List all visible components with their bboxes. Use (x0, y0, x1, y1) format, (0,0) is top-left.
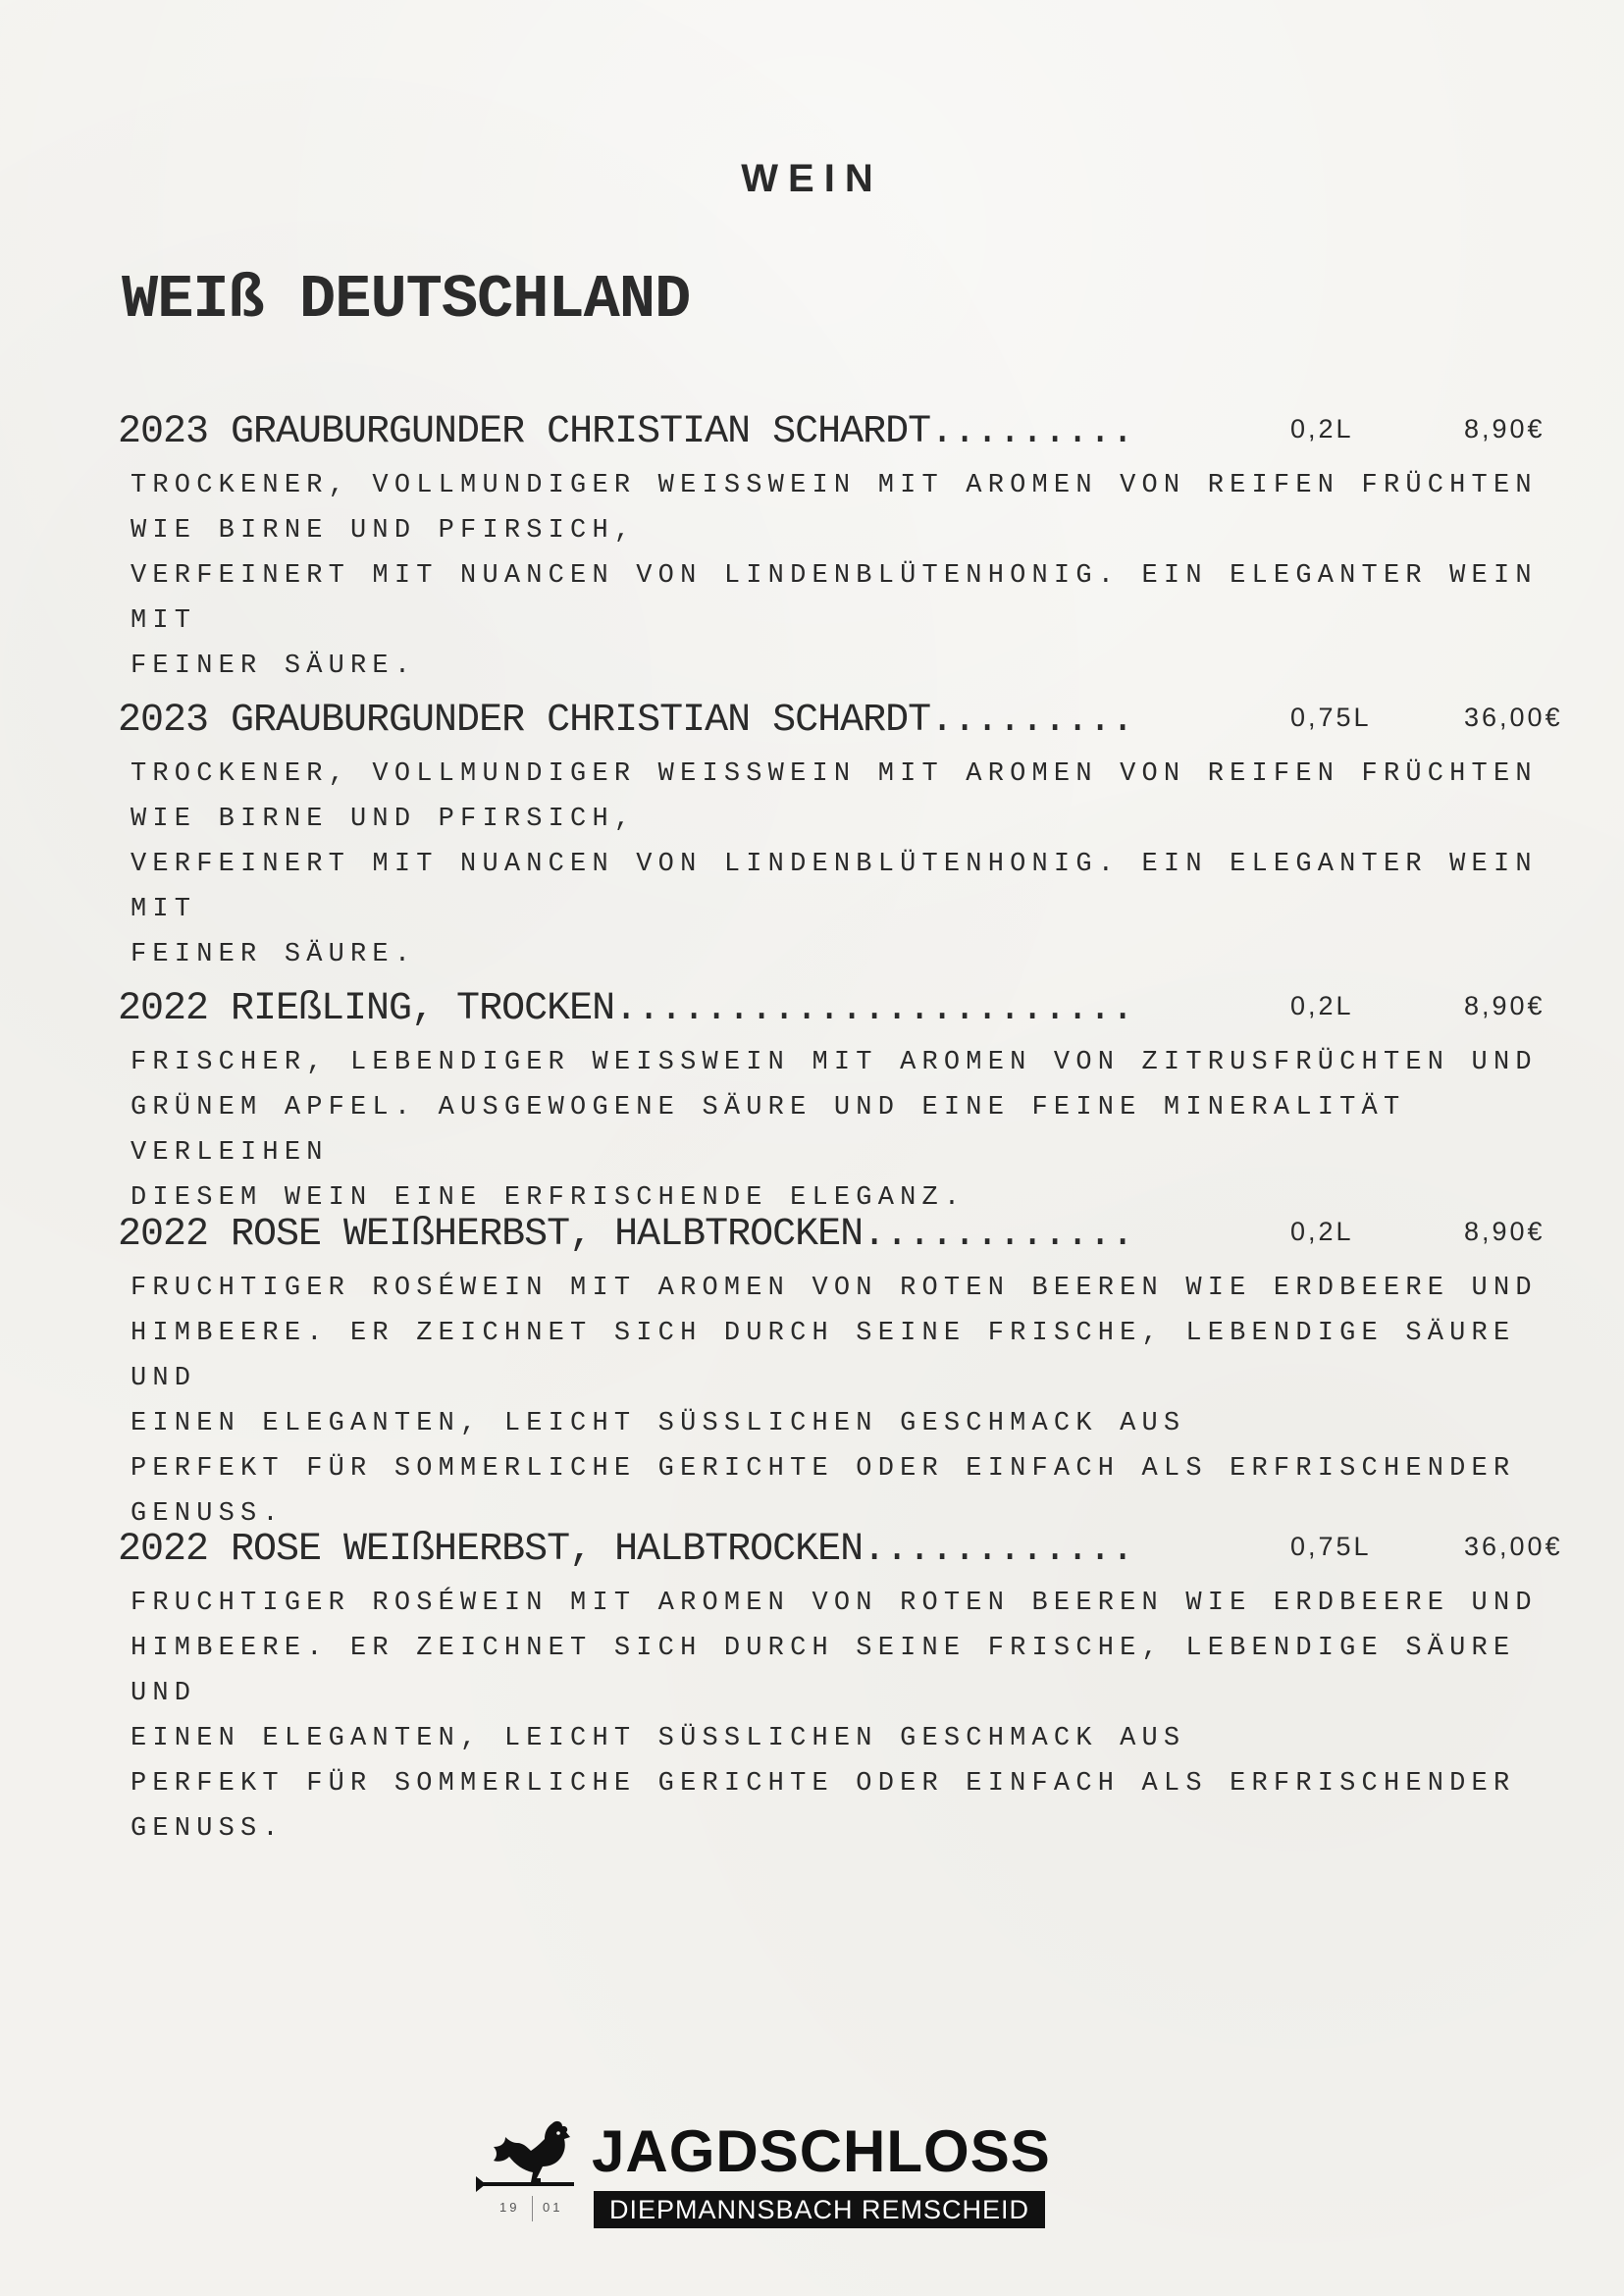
wine-price: 36,00€ (1464, 703, 1563, 732)
wine-name: 2022 ROSE WEIßHERBST, HALBTROCKEN............ (118, 1213, 1134, 1257)
wine-name: 2023 GRAUBURGUNDER CHRISTIAN SCHARDT......... (118, 699, 1134, 743)
wine-name: 2022 ROSE WEIßHERBST, HALBTROCKEN............ (118, 1528, 1134, 1572)
wine-size: 0,2L (1290, 1217, 1354, 1246)
wine-description: FRUCHTIGER ROSÉWEIN MIT AROMEN VON ROTEN BEEREN WIE ERDBEERE UND HIMBEERE. ER ZEICHNET SICH DURCH SEINE FRISCHE, LEBENDIGE SÄURE UND EINEN ELEGANTEN, LEICHT SÜSSLICHEN GESCHMACK AUS PERFEKT FÜR SOMMERLICHE GERICHTE ODER EINFACH ALS ERFRISCHENDER GENUSS. (131, 1274, 1538, 1529)
wine-description: TROCKENER, VOLLMUNDIGER WEISSWEIN MIT AROMEN VON REIFEN FRÜCHTEN WIE BIRNE UND PFIRSICH, VERFEINERT MIT NUANCEN VON LINDENBLÜTENHONIG. EIN ELEGANTER WEIN MIT FEINER SÄURE. (131, 759, 1538, 969)
wine-price: 8,90€ (1464, 1217, 1545, 1246)
section-title: WEIß DEUTSCHLAND (122, 265, 691, 335)
page-title: WEIN (741, 157, 883, 200)
brand-subtitle: DIEPMANNSBACH REMSCHEID (594, 2191, 1045, 2228)
wine-price: 8,90€ (1464, 414, 1545, 444)
wine-size: 0,2L (1290, 991, 1354, 1020)
founding-year-right: 01 (543, 2200, 563, 2215)
wine-price: 36,00€ (1464, 1532, 1563, 1561)
wine-price: 8,90€ (1464, 991, 1545, 1020)
wine-size: 0,75L (1290, 1532, 1372, 1561)
wine-size: 0,2L (1290, 414, 1354, 444)
rooster-icon (476, 2117, 584, 2206)
wine-size: 0,75L (1290, 703, 1372, 732)
year-divider (532, 2196, 533, 2221)
brand-name: JAGDSCHLOSS (592, 2118, 1051, 2184)
wine-name: 2022 RIEßLING, TROCKEN....................... (118, 987, 1134, 1031)
wine-name: 2023 GRAUBURGUNDER CHRISTIAN SCHARDT......... (118, 410, 1134, 454)
wine-description: FRISCHER, LEBENDIGER WEISSWEIN MIT AROMEN VON ZITRUSFRÜCHTEN UND GRÜNEM APFEL. AUSGEWOGENE SÄURE UND EINE FEINE MINERALITÄT VERLEIHEN DIESEM WEIN EINE ERFRISCHENDE ELEGANZ. (131, 1048, 1538, 1213)
footer-logo (476, 2117, 1065, 2255)
founding-year-left: 19 (499, 2200, 520, 2215)
wine-description: TROCKENER, VOLLMUNDIGER WEISSWEIN MIT AROMEN VON REIFEN FRÜCHTEN WIE BIRNE UND PFIRSICH, VERFEINERT MIT NUANCEN VON LINDENBLÜTENHONIG. EIN ELEGANTER WEIN MIT FEINER SÄURE. (131, 471, 1538, 681)
wine-description: FRUCHTIGER ROSÉWEIN MIT AROMEN VON ROTEN BEEREN WIE ERDBEERE UND HIMBEERE. ER ZEICHNET SICH DURCH SEINE FRISCHE, LEBENDIGE SÄURE UND EINEN ELEGANTEN, LEICHT SÜSSLICHEN GESCHMACK AUS PERFEKT FÜR SOMMERLICHE GERICHTE ODER EINFACH ALS ERFRISCHENDER GENUSS. (131, 1589, 1538, 1844)
